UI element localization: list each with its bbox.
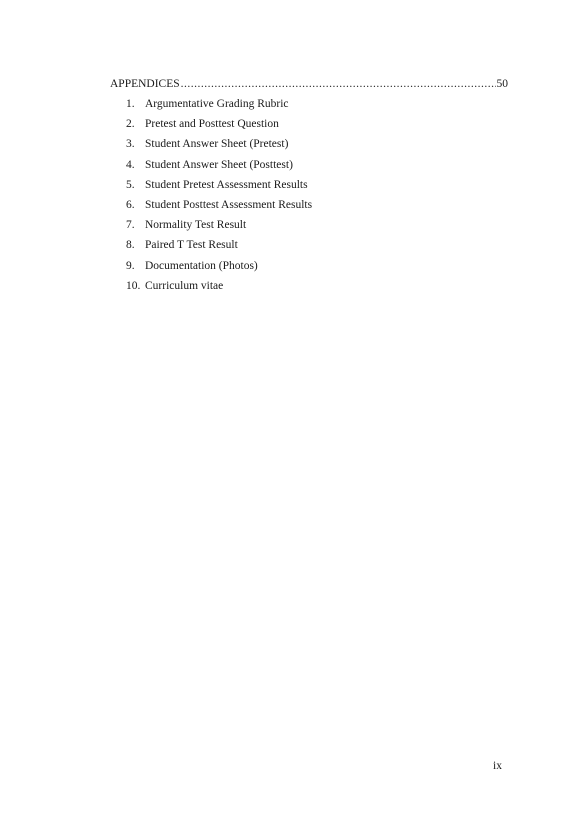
page-number: ix [493,760,502,772]
list-item [126,198,312,218]
item-number: 8. [126,239,135,252]
item-number: 3. [126,138,135,151]
toc-entry-page-number: 50 [496,78,508,90]
item-title: Student Answer Sheet (Posttest) [145,158,293,171]
item-title: Pretest and Posttest Question [145,118,279,131]
item-title: Argumentative Grading Rubric [145,98,289,110]
item-title: Curriculum vitae [145,279,224,292]
list-item [126,218,312,238]
list-item [126,259,312,279]
item-number: 6. [126,198,135,211]
toc-entry-label: APPENDICES [110,78,180,90]
list-item [126,238,312,258]
item-title: Student Answer Sheet (Pretest) [145,138,289,151]
toc-entry-appendices [110,77,508,91]
item-title: Normality Test Result [145,219,247,232]
list-item [126,97,312,117]
list-item [126,137,312,157]
item-number: 1. [126,98,135,110]
item-number: 4. [126,158,135,171]
item-title: Paired T Test Result [145,239,238,252]
appendix-list [126,97,312,299]
list-item [126,158,312,178]
item-number: 2. [126,118,135,131]
list-item [126,117,312,137]
item-title: Documentation (Photos) [145,259,258,272]
list-item [126,178,312,198]
item-number: 10. [126,279,141,292]
item-number: 7. [126,219,135,232]
item-number: 9. [126,259,135,272]
item-title: Student Posttest Assessment Results [145,198,313,211]
item-title: Student Pretest Assessment Results [145,178,308,191]
dot-leader [181,77,496,91]
list-item [126,279,312,299]
item-number: 5. [126,178,135,191]
